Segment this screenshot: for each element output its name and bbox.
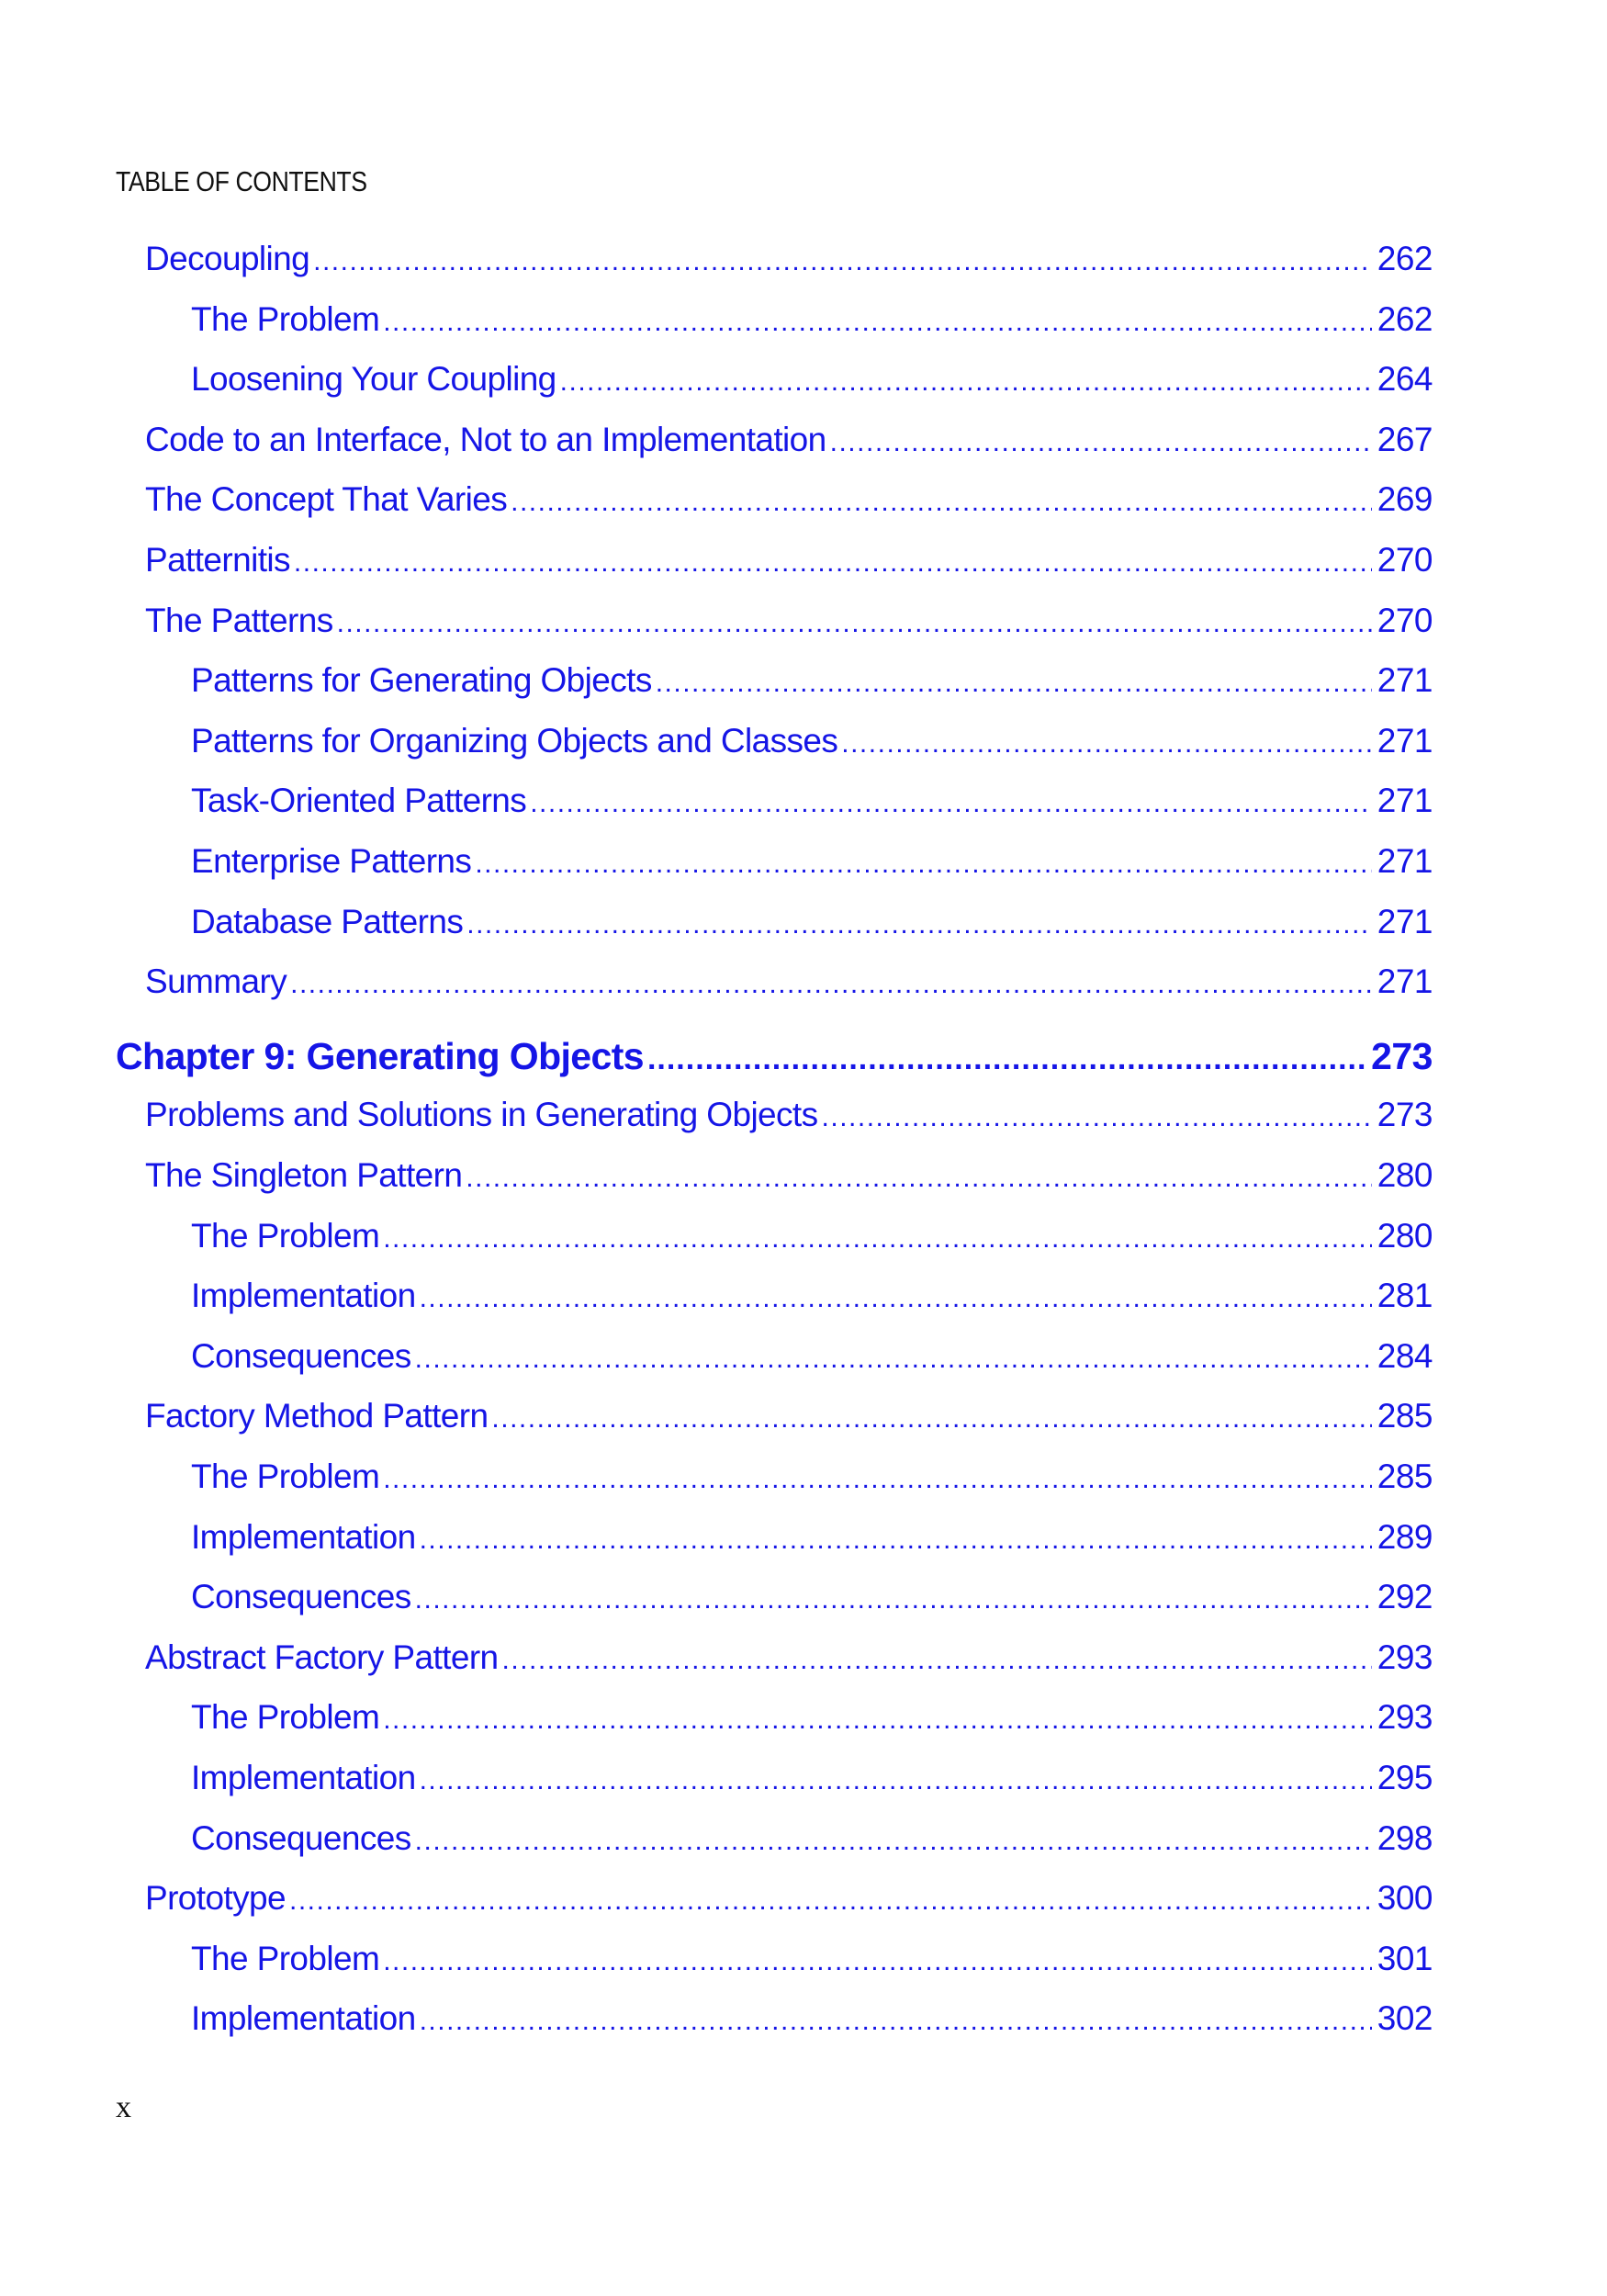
- toc-entry-title: Summary: [145, 962, 287, 1000]
- toc-entry-page: 280: [1377, 1217, 1433, 1255]
- toc-entry-page: 295: [1377, 1759, 1433, 1796]
- toc-entry[interactable]: [145, 1876, 1433, 1923]
- toc-entry[interactable]: [191, 1937, 1433, 1984]
- dot-leader: [491, 1397, 1371, 1441]
- dot-leader: [415, 1337, 1372, 1381]
- dot-leader: [290, 962, 1372, 1007]
- toc-entry[interactable]: [145, 1093, 1433, 1140]
- toc-entry[interactable]: [145, 237, 1433, 284]
- toc-entry[interactable]: [191, 298, 1433, 344]
- toc-entry-page: 273: [1371, 1035, 1433, 1077]
- toc-entry-title: Implementation: [191, 1999, 416, 2037]
- toc-entry-page: 285: [1377, 1458, 1433, 1495]
- running-header: TABLE OF CONTENTS: [116, 165, 367, 197]
- toc-entry[interactable]: [191, 1756, 1433, 1803]
- toc-entry-page: 271: [1377, 962, 1433, 1000]
- toc-entry-title: The Problem: [191, 300, 380, 338]
- toc-entry[interactable]: [191, 1334, 1433, 1381]
- toc-entry-page: 298: [1377, 1819, 1433, 1857]
- dot-leader: [420, 1277, 1372, 1321]
- toc-entry[interactable]: [145, 1394, 1433, 1441]
- toc-entry[interactable]: [145, 1154, 1433, 1200]
- dot-leader: [830, 421, 1372, 465]
- dot-leader: [383, 1698, 1372, 1742]
- toc-chapter-entry[interactable]: [116, 1031, 1433, 1084]
- toc-entry-title: The Problem: [191, 1458, 380, 1495]
- toc-entry[interactable]: [191, 1997, 1433, 2043]
- page-number: x: [116, 2090, 131, 2124]
- toc-entry-page: 300: [1377, 1879, 1433, 1917]
- toc-entry-title: Consequences: [191, 1819, 411, 1857]
- toc-entry-title: The Concept That Varies: [145, 480, 508, 518]
- toc-entry[interactable]: [191, 839, 1433, 886]
- toc-entry-title: Implementation: [191, 1277, 416, 1314]
- dot-leader: [420, 1759, 1372, 1803]
- toc-entry-title: The Problem: [191, 1698, 380, 1736]
- toc-entry-title: Database Patterns: [191, 903, 464, 940]
- dot-leader: [466, 1156, 1371, 1200]
- toc-entry-title: Abstract Factory Pattern: [145, 1638, 499, 1676]
- toc-entry[interactable]: [145, 960, 1433, 1007]
- dot-leader: [420, 1518, 1372, 1562]
- dot-leader: [420, 1999, 1372, 2043]
- toc-entry-page: 293: [1377, 1698, 1433, 1736]
- dot-leader: [502, 1638, 1372, 1683]
- toc-entry-page: 302: [1377, 1999, 1433, 2037]
- toc-entry-page: 271: [1377, 782, 1433, 819]
- toc-entry-page: 262: [1377, 240, 1433, 277]
- toc-entry-title: Patterns for Generating Objects: [191, 661, 652, 699]
- toc-entry-title: Task-Oriented Patterns: [191, 782, 527, 819]
- toc-entry[interactable]: [145, 538, 1433, 585]
- toc-entry-title: Implementation: [191, 1759, 416, 1796]
- dot-leader: [383, 300, 1372, 344]
- toc-entry-page: 267: [1377, 421, 1433, 458]
- toc-entry-page: 281: [1377, 1277, 1433, 1314]
- toc-entry-title: The Singleton Pattern: [145, 1156, 463, 1194]
- dot-leader: [383, 1217, 1372, 1261]
- toc-entry-page: 285: [1377, 1397, 1433, 1435]
- toc-entry[interactable]: [145, 478, 1433, 524]
- toc-entry-title: Patterns for Organizing Objects and Classes: [191, 722, 838, 760]
- toc-entry-title: Consequences: [191, 1578, 411, 1615]
- toc-entry[interactable]: [191, 900, 1433, 947]
- toc-entry-page: 301: [1377, 1940, 1433, 1977]
- toc-entry-page: 292: [1377, 1578, 1433, 1615]
- toc-entry-page: 271: [1377, 661, 1433, 699]
- toc-entry[interactable]: [191, 1695, 1433, 1742]
- toc-entry-title: Chapter 9: Generating Objects: [116, 1035, 644, 1077]
- toc-entry-page: 269: [1377, 480, 1433, 518]
- toc-entry[interactable]: [145, 599, 1433, 646]
- toc-entry-page: 289: [1377, 1518, 1433, 1556]
- toc-entry-page: 273: [1377, 1096, 1433, 1133]
- toc-entry-page: 270: [1377, 541, 1433, 579]
- toc-entry[interactable]: [191, 1274, 1433, 1321]
- toc-entry[interactable]: [191, 1575, 1433, 1622]
- dot-leader: [560, 360, 1372, 404]
- dot-leader: [466, 903, 1372, 947]
- toc-entry-title: Factory Method Pattern: [145, 1397, 489, 1435]
- dot-leader: [289, 1879, 1372, 1923]
- toc-entry[interactable]: [191, 658, 1433, 705]
- toc-entry-title: Decoupling: [145, 240, 310, 277]
- dot-leader: [530, 782, 1372, 826]
- toc-entry-title: Loosening Your Coupling: [191, 360, 556, 398]
- toc-entry-title: Problems and Solutions in Generating Objects: [145, 1096, 818, 1133]
- toc-entry-title: The Problem: [191, 1940, 380, 1977]
- dot-leader: [656, 661, 1372, 705]
- toc-entry[interactable]: [191, 719, 1433, 766]
- toc-entry[interactable]: [145, 1636, 1433, 1683]
- dot-leader: [313, 240, 1372, 284]
- toc-entry-title: The Problem: [191, 1217, 380, 1255]
- toc-entry-page: 271: [1377, 722, 1433, 760]
- toc-entry-title: Enterprise Patterns: [191, 842, 472, 880]
- toc-entry-page: 293: [1377, 1638, 1433, 1676]
- toc-entry[interactable]: [191, 1455, 1433, 1502]
- toc-entry[interactable]: [191, 357, 1433, 404]
- toc-entry[interactable]: [191, 1817, 1433, 1863]
- dot-leader: [647, 1034, 1365, 1084]
- toc-entry-page: 271: [1377, 842, 1433, 880]
- dot-leader: [337, 602, 1372, 646]
- toc-entry-page: 262: [1377, 300, 1433, 338]
- dot-leader: [383, 1458, 1372, 1502]
- dot-leader: [475, 842, 1371, 886]
- dot-leader: [511, 480, 1372, 524]
- toc-entry-title: Patternitis: [145, 541, 290, 579]
- dot-leader: [383, 1940, 1372, 1984]
- toc-entry[interactable]: [191, 1515, 1433, 1562]
- dot-leader: [294, 541, 1372, 585]
- toc-entry-title: Implementation: [191, 1518, 416, 1556]
- toc-entry[interactable]: [145, 418, 1433, 465]
- dot-leader: [841, 722, 1372, 766]
- toc-entry[interactable]: [191, 779, 1433, 826]
- toc-entry-title: Code to an Interface, Not to an Implementation: [145, 421, 826, 458]
- toc-entry-page: 280: [1377, 1156, 1433, 1194]
- dot-leader: [415, 1578, 1372, 1622]
- toc-entry-page: 284: [1377, 1337, 1433, 1375]
- toc-entry-title: Consequences: [191, 1337, 411, 1375]
- toc-entry-title: Prototype: [145, 1879, 286, 1917]
- toc-entry-page: 270: [1377, 602, 1433, 639]
- toc-entry-title: The Patterns: [145, 602, 333, 639]
- dot-leader: [822, 1096, 1372, 1140]
- toc-entry-page: 264: [1377, 360, 1433, 398]
- toc-entry-page: 271: [1377, 903, 1433, 940]
- toc-entry[interactable]: [191, 1214, 1433, 1261]
- dot-leader: [415, 1819, 1372, 1863]
